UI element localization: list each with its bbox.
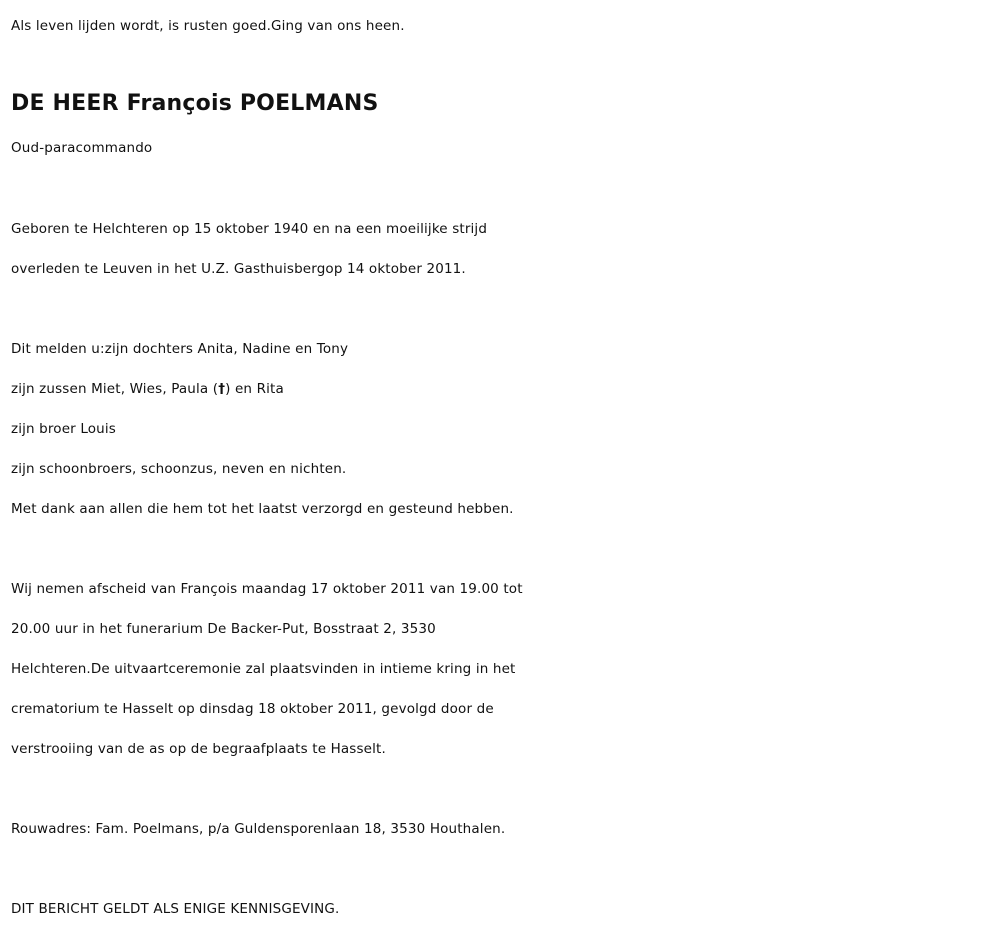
deceased-title: Oud-paracommando xyxy=(11,140,153,156)
family-sisters-text-end: ) en Rita xyxy=(225,381,284,397)
farewell-line: 20.00 uur in het funerarium De Backer-Put, Bosstraat 2, 3530 xyxy=(11,621,436,637)
farewell-line: Wij nemen afscheid van François maandag 17 oktober 2011 van 19.00 tot xyxy=(11,581,523,597)
closing-statement: DIT BERICHT GELDT ALS ENIGE KENNISGEVING. xyxy=(11,901,340,917)
spacer xyxy=(11,169,1000,209)
farewell-line: Helchteren.De uitvaartceremonie zal plaatsvinden in intieme kring in het xyxy=(11,661,516,677)
deceased-name: DE HEER François POELMANS xyxy=(11,91,379,116)
intro-text: Als leven lijden wordt, is rusten goed.Ging van ons heen. xyxy=(11,18,405,34)
family-in-laws: zijn schoonbroers, schoonzus, neven en nichten. xyxy=(11,461,347,477)
spacer xyxy=(11,529,1000,569)
farewell-line: crematorium te Hasselt op dinsdag 18 oktober 2011, gevolgd door de xyxy=(11,701,494,717)
death-line: overleden te Leuven in het U.Z. Gasthuisbergop 14 oktober 2011. xyxy=(11,261,466,277)
spacer xyxy=(11,849,1000,889)
spacer xyxy=(11,289,1000,329)
cross-icon: † xyxy=(218,381,226,397)
spacer xyxy=(11,769,1000,809)
birth-line: Geboren te Helchteren op 15 oktober 1940 en na een moeilijke strijd xyxy=(11,221,488,237)
farewell-line: verstrooiing van de as op de begraafplaats te Hasselt. xyxy=(11,741,386,757)
thanks-line: Met dank aan allen die hem tot het laatst verzorgd en gesteund hebben. xyxy=(11,501,514,517)
family-daughters: Dit melden u:zijn dochters Anita, Nadine en Tony xyxy=(11,341,349,357)
family-sisters-text: zijn zussen Miet, Wies, Paula ( xyxy=(11,381,219,397)
mourning-address: Rouwadres: Fam. Poelmans, p/a Guldensporenlaan 18, 3530 Houthalen. xyxy=(11,821,506,837)
family-sisters xyxy=(11,369,1000,409)
family-brother: zijn broer Louis xyxy=(11,421,116,437)
